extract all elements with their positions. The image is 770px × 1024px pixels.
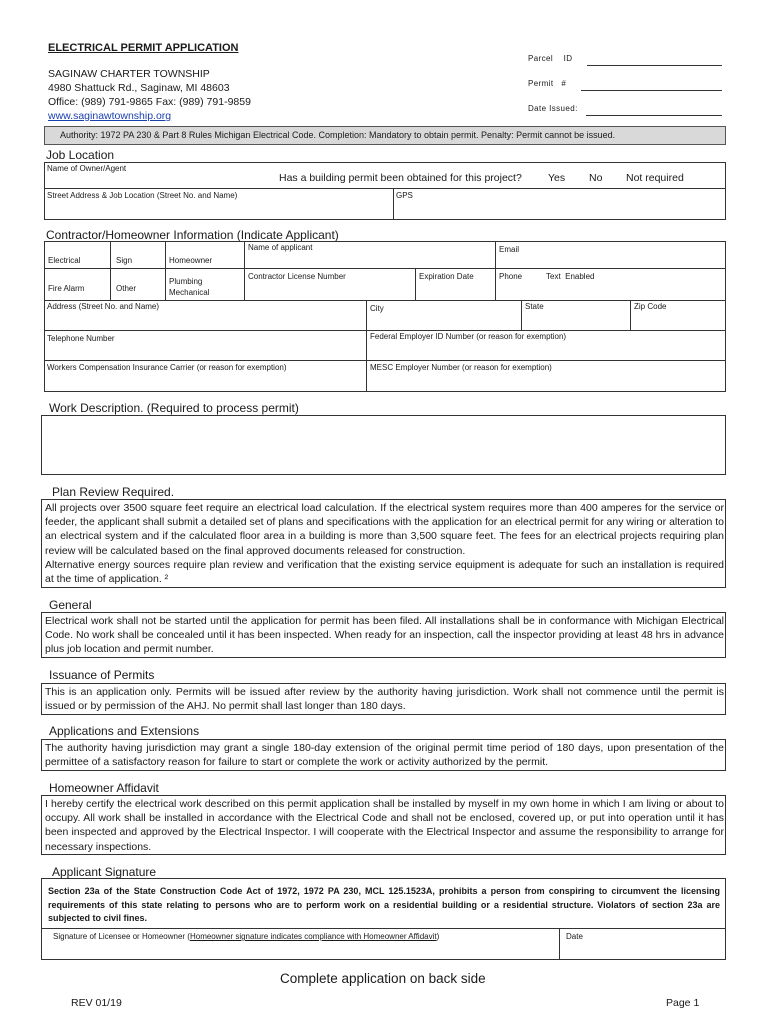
option-no[interactable]: No <box>589 172 603 184</box>
township-website[interactable]: www.saginawtownship.org <box>48 110 172 122</box>
work-description-heading: Work Description. (Required to process permit) <box>49 401 299 415</box>
checkbox-homeowner[interactable]: Homeowner <box>169 256 213 265</box>
signature-field-label <box>53 932 439 941</box>
contractor-heading: Contractor/Homeowner Information (Indicate Applicant) <box>46 228 339 242</box>
telephone-label: Telephone Number <box>47 334 115 343</box>
state-label: State <box>525 302 544 311</box>
street-address-label: Street Address & Job Location (Street No. and Name) <box>47 191 238 200</box>
expiration-date-label: Expiration Date <box>419 272 474 281</box>
workers-comp-label: Workers Compensation Insurance Carrier (or reason for exemption) <box>47 363 287 372</box>
signature-label-underlined: Homeowner signature indicates compliance with Homeowner Affidavit <box>189 932 437 941</box>
permit-number-label: Permit # <box>528 79 567 88</box>
township-name: SAGINAW CHARTER TOWNSHIP <box>48 68 210 80</box>
checkbox-other[interactable]: Other <box>116 284 137 293</box>
checkbox-plumbing[interactable]: Plumbing <box>169 277 203 286</box>
revision-label: REV 01/19 <box>71 997 122 1009</box>
license-number-label: Contractor License Number <box>248 272 346 281</box>
address-label: Address (Street No. and Name) <box>47 302 160 311</box>
job-location-heading: Job Location <box>46 148 115 162</box>
checkbox-fire-alarm[interactable]: Fire Alarm <box>48 284 85 293</box>
township-phone: Office: (989) 791-9865 Fax: (989) 791-9859 <box>48 96 251 108</box>
plan-review-text <box>45 501 724 586</box>
applicant-name-label: Name of applicant <box>248 243 313 252</box>
plan-review-paragraph-2: Alternative energy sources require plan review and verification that the existing service equipment is adequate for such an installation is required at the time of application. ² <box>45 558 724 586</box>
extensions-heading: Applications and Extensions <box>49 724 200 738</box>
checkbox-mechanical[interactable]: Mechanical <box>169 288 210 297</box>
affidavit-text: I hereby certify the electrical work described on this permit application shall be installed by myself in my own home in which I am living or about to occupy. All work shall be installed in accordance with the Electrical Code and shall not be enclosed, covered up, or put into operation until it has been inspected and approved by the Electrical Inspector. I will cooperate with the Electrical Inspector and assume the responsibility to arrange for necessary inspections. <box>45 798 724 853</box>
plan-review-heading: Plan Review Required. <box>52 485 175 499</box>
affidavit-heading: Homeowner Affidavit <box>49 781 159 795</box>
city-label: City <box>370 304 384 313</box>
text-enabled-label[interactable]: Text Enabled <box>546 272 595 281</box>
phone-label: Phone <box>499 272 523 281</box>
work-description-field[interactable] <box>41 415 726 475</box>
complete-back-side-note: Complete application on back side <box>280 971 486 986</box>
email-label: Email <box>499 245 520 254</box>
plan-review-paragraph-1: All projects over 3500 square feet require an electrical load calculation. If the electrical system requires more than 400 amperes for the service or feeder, the applicant shall submit a detailed set of plans and specifications with the application for an electrical permit for any wiring or alteration to an electrical system and if the calculated floor area in a building is more than 3,500 square feet. The fees for an electrical projects requiring plan review will be calculated based on the final approved documents released for construction. <box>45 502 724 557</box>
signature-heading: Applicant Signature <box>52 865 157 879</box>
permit-number-field[interactable] <box>581 90 722 91</box>
parcel-id-field[interactable] <box>587 65 722 66</box>
extensions-text: The authority having jurisdiction may grant a single 180-day extension of the original permit time period of 180 days, upon presentation of the permittee of a satisfactory reason for failure to start or complete the work or activity authorized by the permit. <box>45 742 724 769</box>
signature-date-label: Date <box>566 932 583 941</box>
parcel-id-label: Parcel ID <box>528 54 573 63</box>
checkbox-electrical[interactable]: Electrical <box>48 256 81 265</box>
signature-warning: Section 23a of the State Construction Code Act of 1972, 1972 PA 230, MCL 125.1523A, prohibits a person from conspiring to circumvent the licensing requirements of this state relating to persons who are to perform work on a residential building or a residential structure. Violators of section 23a are subjected to civil fines. <box>48 886 720 923</box>
form-title: ELECTRICAL PERMIT APPLICATION <box>48 42 239 54</box>
signature-date-input[interactable] <box>562 944 724 958</box>
issuance-heading: Issuance of Permits <box>49 668 155 682</box>
owner-agent-label: Name of Owner/Agent <box>47 164 127 173</box>
page-number: Page 1 <box>666 997 700 1009</box>
checkbox-sign[interactable]: Sign <box>116 256 133 265</box>
date-issued-field[interactable] <box>586 115 722 116</box>
date-issued-label: Date Issued: <box>528 104 578 113</box>
zip-code-label: Zip Code <box>634 302 667 311</box>
signature-input[interactable] <box>44 944 556 958</box>
authority-text: Authority: 1972 PA 230 & Part 8 Rules Michigan Electrical Code. Completion: Mandatory to obtain permit. Penalty: Permit cannot be issued. <box>60 130 616 140</box>
option-yes[interactable]: Yes <box>548 172 566 184</box>
general-text: Electrical work shall not be started until the application for permit has been filed. All installations shall be in conformance with Michigan Electrical Code. No work shall be concealed until it has been inspected. When ready for an inspection, call the inspector providing at least 48 hrs in advance plus job location and permit number. <box>45 615 724 656</box>
option-not-required[interactable]: Not required <box>626 172 684 184</box>
fein-label: Federal Employer ID Number (or reason for exemption) <box>370 332 567 341</box>
signature-label-suffix: ) <box>436 932 440 941</box>
issuance-text: This is an application only. Permits will be issued after review by the authority having jurisdiction. Work shall not commence until the permit is issued or by permission of the AHJ. No permit shall last longer than 180 days. <box>45 686 724 713</box>
signature-label-prefix: Signature of Licensee or Homeowner ( <box>53 932 190 941</box>
gps-label: GPS <box>396 191 413 200</box>
township-address: 4980 Shattuck Rd., Saginaw, MI 48603 <box>48 82 230 94</box>
building-permit-question: Has a building permit been obtained for this project? <box>279 172 522 184</box>
general-heading: General <box>49 598 92 612</box>
mesc-label: MESC Employer Number (or reason for exemption) <box>370 363 552 372</box>
